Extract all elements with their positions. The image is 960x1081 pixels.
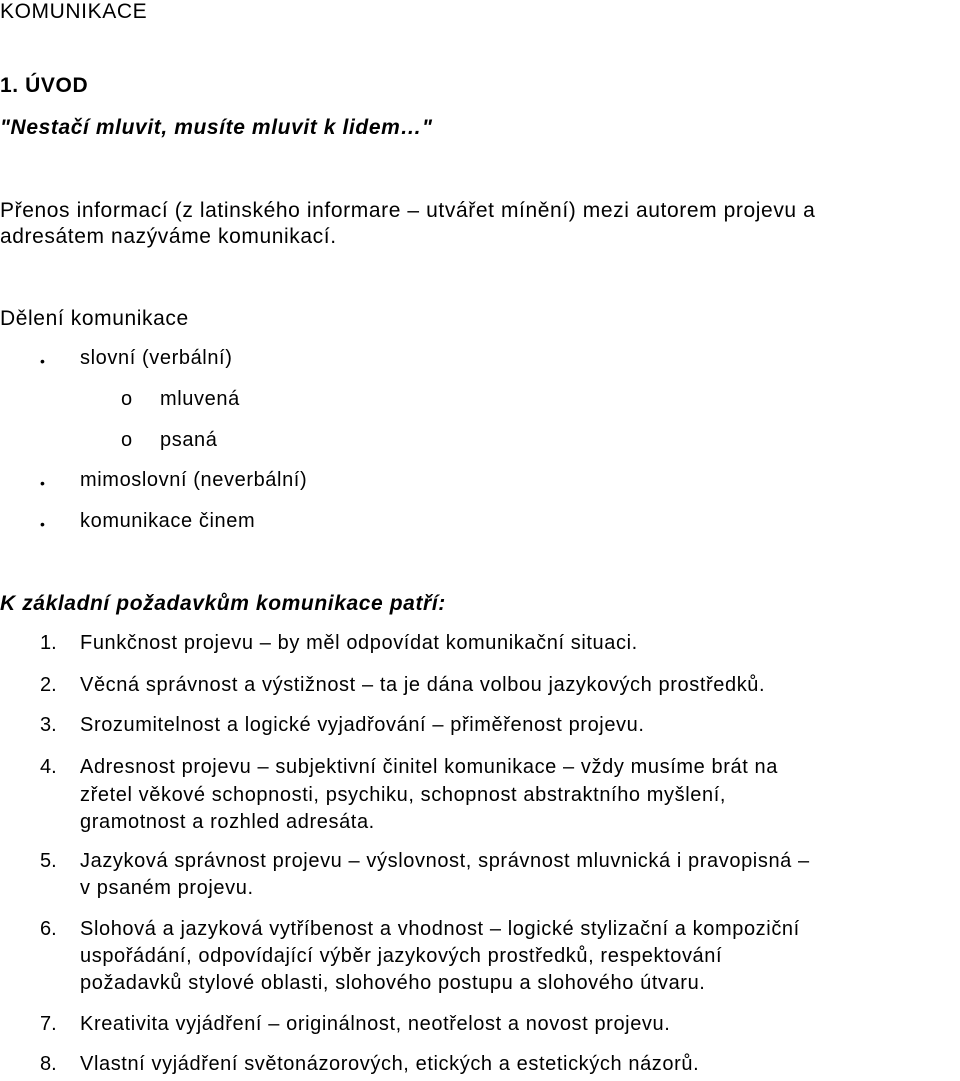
division-item: slovní (verbální) — [80, 347, 233, 369]
section-heading: 1. ÚVOD — [0, 74, 89, 97]
bullet-icon: • — [40, 353, 45, 369]
division-item: mimoslovní (neverbální) — [80, 469, 308, 491]
list-number: 2. — [40, 674, 57, 696]
division-heading: Dělení komunikace — [0, 307, 189, 330]
list-item: Srozumitelnost a logické vyjadřování – přiměřenost projevu. — [80, 714, 645, 736]
list-number: 4. — [40, 756, 57, 778]
list-item: Jazyková správnost projevu – výslovnost, správnost mluvnická i pravopisná – — [80, 850, 810, 872]
list-number: 6. — [40, 918, 57, 940]
list-number: 1. — [40, 632, 57, 654]
list-item: Věcná správnost a výstižnost – ta je dána volbou jazykových prostředků. — [80, 674, 766, 696]
list-number: 7. — [40, 1013, 57, 1035]
division-subitem: mluvená — [160, 388, 240, 410]
division-subitem: psaná — [160, 429, 218, 451]
document-title: KOMUNIKACE — [0, 0, 148, 23]
list-item-continuation: gramotnost a rozhled adresáta. — [80, 811, 375, 833]
bullet-icon: • — [40, 475, 45, 491]
list-item-continuation: požadavků stylové oblasti, slohového postupu a slohového útvaru. — [80, 972, 706, 994]
list-number: 3. — [40, 714, 57, 736]
sub-bullet-icon: o — [121, 429, 133, 451]
list-item: Slohová a jazyková vytříbenost a vhodnost – logické stylizační a kompoziční — [80, 918, 800, 940]
list-item-continuation: uspořádání, odpovídající výběr jazykových prostředků, respektování — [80, 945, 723, 967]
list-item: Adresnost projevu – subjektivní činitel komunikace – vždy musíme brát na — [80, 756, 778, 778]
quote: "Nestačí mluvit, musíte mluvit k lidem…" — [0, 116, 433, 139]
sub-bullet-icon: o — [121, 388, 133, 410]
division-item: komunikace činem — [80, 510, 256, 532]
bullet-icon: • — [40, 516, 45, 532]
list-item-continuation: zřetel věkové schopnosti, psychiku, schopnost abstraktního myšlení, — [80, 784, 727, 806]
list-item-continuation: v psaném projevu. — [80, 877, 254, 899]
intro-line-1: Přenos informací (z latinského informare – utvářet mínění) mezi autorem projevu a — [0, 199, 816, 222]
list-item: Funkčnost projevu – by měl odpovídat komunikační situaci. — [80, 632, 638, 654]
list-item: Vlastní vyjádření světonázorových, etických a estetických názorů. — [80, 1053, 700, 1075]
intro-line-2: adresátem nazýváme komunikací. — [0, 225, 337, 248]
requirements-heading: K základní požadavkům komunikace patří: — [0, 592, 446, 615]
list-item: Kreativita vyjádření – originálnost, neotřelost a novost projevu. — [80, 1013, 671, 1035]
list-number: 8. — [40, 1053, 57, 1075]
list-number: 5. — [40, 850, 57, 872]
